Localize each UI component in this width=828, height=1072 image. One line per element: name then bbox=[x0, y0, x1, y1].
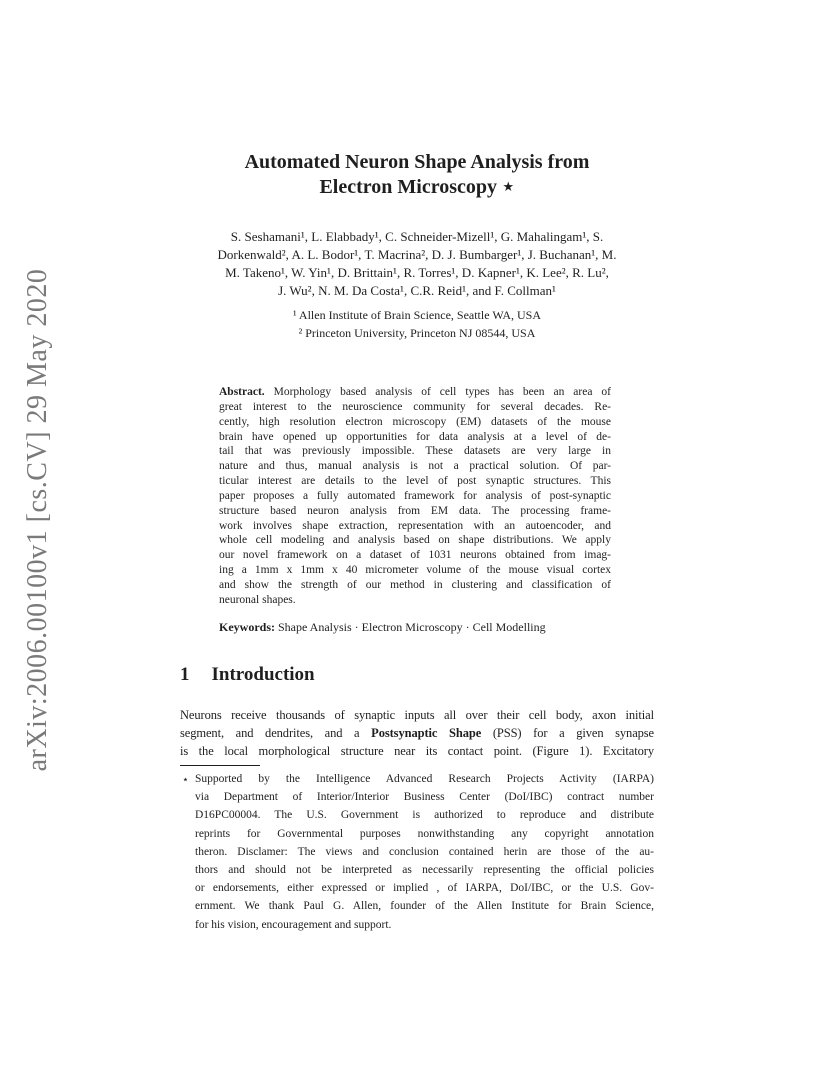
text-line: ² Princeton University, Princeton NJ 08544, USA bbox=[298, 326, 536, 340]
text-line: work involves shape extraction, representation with an autoencoder, and bbox=[219, 519, 611, 532]
text-line: tail that was previously impossible. These datasets are very large in bbox=[219, 445, 611, 458]
text-line: Electron Microscopy ⋆ bbox=[319, 176, 515, 198]
section-number: 1 bbox=[180, 664, 190, 685]
text-line: J. Wu², N. M. Da Costa¹, C.R. Reid¹, and F. Collman¹ bbox=[278, 283, 556, 298]
text-line: segment, and dendrites, and a Postsynaptic Shape (PSS) for a given synapse bbox=[180, 726, 654, 740]
arxiv-watermark: arXiv:2006.00100v1 [cs.CV] 29 May 2020 bbox=[22, 268, 53, 772]
paper-title bbox=[180, 150, 654, 200]
affiliation-list bbox=[180, 306, 654, 342]
text-line: nature and thus, manual analysis is not a practical solution. Of par- bbox=[219, 460, 611, 473]
text-line: ernment. We thank Paul G. Allen, founder of the Allen Institute for Brain Science, bbox=[195, 900, 654, 913]
author-list bbox=[168, 228, 666, 300]
text-line: thors and should not be interpreted as necessarily representing the official policies bbox=[195, 864, 654, 877]
text-line: or endorsements, either expressed or implied , of IARPA, DoI/IBC, or the U.S. Gov- bbox=[195, 882, 654, 895]
text-line: Neurons receive thousands of synaptic inputs all over their cell body, axon initial bbox=[180, 708, 654, 722]
text-line: reprints for Governmental purposes nonwithstanding any copyright annotation bbox=[195, 827, 654, 840]
text-line: Keywords: Shape Analysis · Electron Microscopy · Cell Modelling bbox=[219, 620, 546, 634]
text-line: Abstract. Morphology based analysis of cell types has been an area of bbox=[219, 386, 611, 398]
text-line: Supported by the Intelligence Advanced Research Projects Activity (IARPA) bbox=[195, 773, 654, 785]
text-line: our novel framework on a dataset of 1031 neurons obtained from imag- bbox=[219, 549, 611, 562]
text-line: and show the strength of our method in clustering and classification of bbox=[219, 578, 611, 591]
text-line: cently, high resolution electron microscopy (EM) datasets of the mouse bbox=[219, 415, 611, 428]
text-line: theron. Disclamer: The views and conclusion contained herin are those of the au- bbox=[195, 845, 654, 858]
text-line: M. Takeno¹, W. Yin¹, D. Brittain¹, R. Torres¹, D. Kapner¹, K. Lee², R. Lu², bbox=[225, 265, 609, 280]
footnote-rule bbox=[180, 765, 260, 766]
section-heading bbox=[180, 664, 315, 686]
text-line: neuronal shapes. bbox=[219, 593, 296, 606]
text-line: ticular interest are details to the level of post synaptic structures. This bbox=[219, 475, 611, 488]
text-line: ¹ Allen Institute of Brain Science, Seattle WA, USA bbox=[293, 308, 541, 322]
text-line: great interest to the neuroscience community for several decades. Re- bbox=[219, 400, 611, 413]
keywords-line bbox=[219, 620, 611, 635]
footnote-star-marker: ⋆ bbox=[182, 774, 189, 786]
footnote-block bbox=[180, 770, 654, 934]
text-line: structure based neuron analysis from EM data. The processing frame- bbox=[219, 504, 611, 517]
text-line: Dorkenwald², A. L. Bodor¹, T. Macrina², D. J. Bumbarger¹, J. Buchanan¹, M. bbox=[217, 247, 617, 262]
text-line: Automated Neuron Shape Analysis from bbox=[244, 151, 590, 173]
text-line: is the local morphological structure near its contact point. (Figure 1). Excitatory bbox=[180, 744, 654, 758]
text-line: for his vision, encouragement and support. bbox=[195, 918, 392, 931]
footnote-lines-container bbox=[195, 770, 654, 934]
text-line: paper proposes a fully automated framework for analysis of post-synaptic bbox=[219, 489, 611, 502]
text-line: whole cell modeling and analysis based on shape distributions. We apply bbox=[219, 534, 611, 547]
intro-paragraph bbox=[180, 706, 654, 760]
text-line: via Department of Interior/Interior Business Center (DoI/IBC) contract number bbox=[195, 791, 654, 804]
section-title: Introduction bbox=[211, 664, 315, 685]
abstract-block bbox=[219, 385, 611, 608]
text-line: brain have opened up opportunities for data analysis at a level of de- bbox=[219, 430, 611, 443]
text-line: D16PC00004. The U.S. Government is authorized to reproduce and distribute bbox=[195, 809, 654, 822]
text-line: ing a 1mm x 1mm x 40 micrometer volume of the mouse visual cortex bbox=[219, 564, 611, 577]
text-line: S. Seshamani¹, L. Elabbady¹, C. Schneider-Mizell¹, G. Mahalingam¹, S. bbox=[230, 229, 604, 244]
